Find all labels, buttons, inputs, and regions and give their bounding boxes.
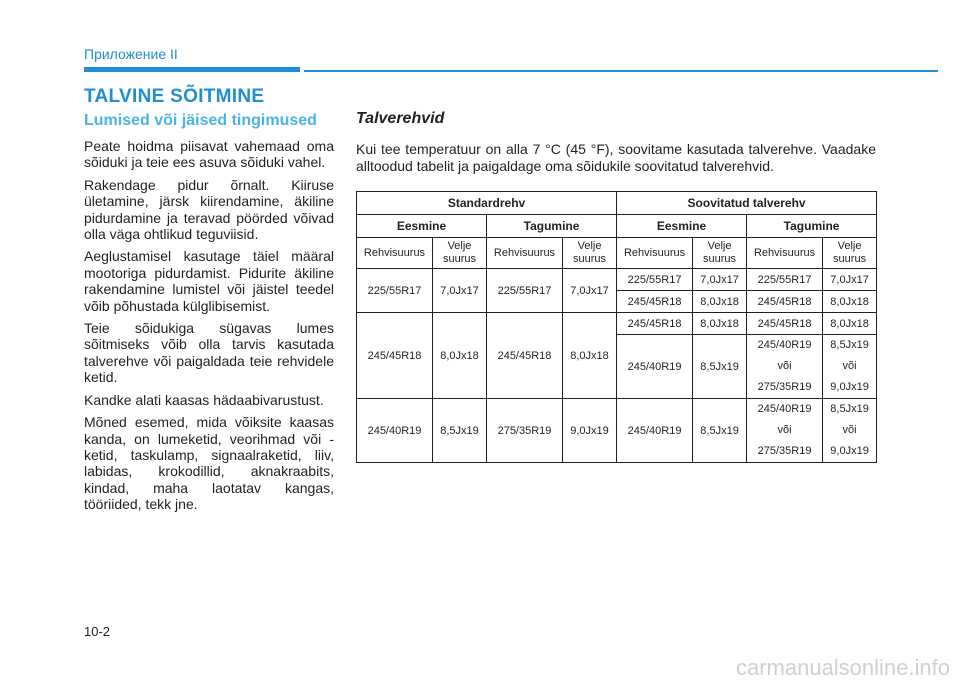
table-cell xyxy=(747,335,823,399)
intro-text: Kui tee temperatuur on alla 7 °C (45 °F), soovitame kasutada talverehve. Vaadake alltoodud tabelit ja paigaldage oma sõidukile soovitatud talverehvid. xyxy=(356,141,876,174)
table-cell: 8,0Jx18 xyxy=(693,291,747,313)
cell-line: või xyxy=(842,360,857,372)
table-cell: 225/55R17 xyxy=(487,269,563,313)
position-header: Tagumine xyxy=(487,215,617,238)
table-cell: 8,0Jx18 xyxy=(693,313,747,335)
column-header: Velje suurus xyxy=(823,238,877,269)
position-header: Tagumine xyxy=(747,215,877,238)
cell-line: 8,5Jx19 xyxy=(830,403,869,415)
cell-line: või xyxy=(777,360,792,372)
paragraph: Teie sõidukiga sügavas lumes sõitmiseks võib olla tarvis kasutada talverehve või paigaldada teie rehvidele ketid. xyxy=(84,320,334,386)
table-cell: 245/45R18 xyxy=(617,313,693,335)
column-header: Rehvisuurus xyxy=(617,238,693,269)
left-subtitle: Lumised või jäised tingimused xyxy=(84,112,317,129)
column-header: Rehvisuurus xyxy=(487,238,563,269)
table-cell: 8,5Jx19 xyxy=(433,399,487,463)
position-header: Eesmine xyxy=(617,215,747,238)
cell-line: 8,5Jx19 xyxy=(830,339,869,351)
table-cell: 8,0Jx18 xyxy=(433,313,487,399)
group-header: Soovitatud talverehv xyxy=(617,192,877,215)
table-cell: 245/45R18 xyxy=(747,313,823,335)
column-header: Velje suurus xyxy=(693,238,747,269)
paragraph: Aeglustamisel kasutage täiel määral mootoriga pidurdamist. Pidurite äkiline rakendamine lumistel või jäistel teedel võib põhustada külglibisemist. xyxy=(84,248,334,314)
paragraph: Peate hoidma piisavat vahemaad oma sõiduki ja teie ees asuva sõiduki vahel. xyxy=(84,138,334,171)
table-cell: 7,0Jx17 xyxy=(693,269,747,291)
column-header: Velje suurus xyxy=(563,238,617,269)
cell-line: 245/40R19 xyxy=(757,339,812,351)
table-cell: 245/45R18 xyxy=(357,313,433,399)
table-cell: 275/35R19 xyxy=(487,399,563,463)
cell-line: 275/35R19 xyxy=(757,381,812,393)
table-cell: 8,5Jx19 xyxy=(693,399,747,463)
table-cell: 9,0Jx19 xyxy=(563,399,617,463)
table-cell: 8,0Jx18 xyxy=(823,313,877,335)
position-header: Eesmine xyxy=(357,215,487,238)
header-rule-thin xyxy=(304,70,938,72)
watermark: carmanualsonline.info xyxy=(735,655,950,680)
table-cell: 245/40R19 xyxy=(357,399,433,463)
tire-table xyxy=(356,191,877,463)
cell-line: või xyxy=(777,424,792,436)
table-cell: 8,0Jx18 xyxy=(563,313,617,399)
cell-line: 9,0Jx19 xyxy=(830,445,869,457)
group-header: Standardrehv xyxy=(357,192,617,215)
left-column xyxy=(84,138,334,519)
table-cell: 245/40R19 xyxy=(617,335,693,399)
cell-line: 245/40R19 xyxy=(757,403,812,415)
appendix-label: Приложение II xyxy=(84,46,178,62)
section-title: TALVINE SÕITMINE xyxy=(84,86,265,107)
column-header: Rehvisuurus xyxy=(357,238,433,269)
paragraph: Kandke alati kaasas hädaabivarustust. xyxy=(84,391,324,408)
cell-line: 275/35R19 xyxy=(757,445,812,457)
paragraph: Rakendage pidur õrnalt. Kiiruse ületamine, järsk kiirendamine, äkiline pidurdamine ja teravad pöörded võivad olla väga ohtlikud teguviisid. xyxy=(84,176,334,243)
table-cell: 7,0Jx17 xyxy=(563,269,617,313)
table-cell xyxy=(747,399,823,463)
page-number: 10-2 xyxy=(84,624,111,639)
table-cell: 225/55R17 xyxy=(747,269,823,291)
table-cell: 8,0Jx18 xyxy=(823,291,877,313)
table-cell xyxy=(823,335,877,399)
table-cell: 7,0Jx17 xyxy=(433,269,487,313)
table-cell: 245/45R18 xyxy=(487,313,563,399)
table-cell: 8,5Jx19 xyxy=(693,335,747,399)
table-cell: 245/45R18 xyxy=(617,291,693,313)
table-cell: 245/40R19 xyxy=(617,399,693,463)
right-title: Talverehvid xyxy=(356,110,445,127)
table-cell: 7,0Jx17 xyxy=(823,269,877,291)
table-cell: 245/45R18 xyxy=(747,291,823,313)
paragraph: Mõned esemed, mida võiksite kaasas kanda, on lumeketid, veorihmad või -ketid, taskulamp, signaalraketid, liiv, labidas, krokodillid, aknakraabits, kindad, maha laotatav kangas, tööriided, tekk jne. xyxy=(84,414,334,513)
cell-line: 9,0Jx19 xyxy=(830,381,869,393)
column-header: Velje suurus xyxy=(433,238,487,269)
cell-line: või xyxy=(842,424,857,436)
table-cell: 225/55R17 xyxy=(357,269,433,313)
table-cell: 225/55R17 xyxy=(617,269,693,291)
column-header: Rehvisuurus xyxy=(747,238,823,269)
header-rule-thick xyxy=(84,67,300,72)
table-cell xyxy=(823,399,877,463)
